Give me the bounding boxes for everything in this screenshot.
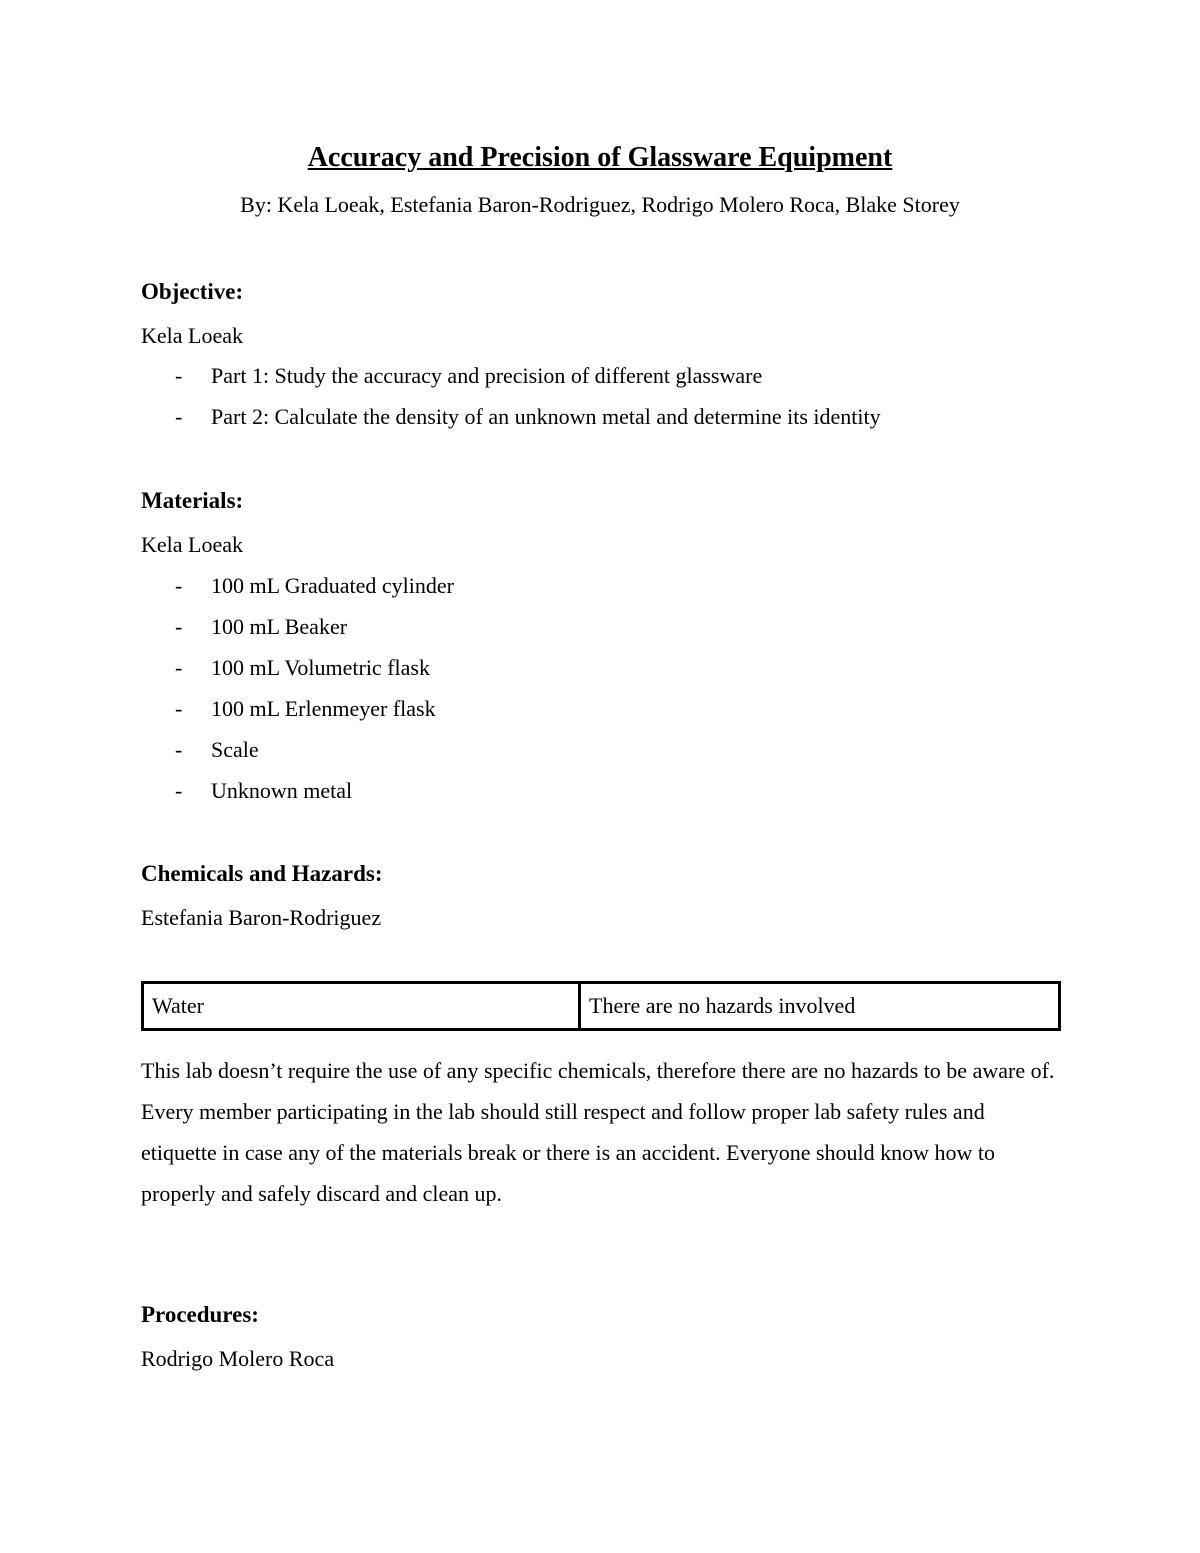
procedures-author: Rodrigo Molero Roca — [141, 1346, 335, 1371]
list-item-text: 100 mL Volumetric flask — [211, 655, 430, 680]
dash-bullet: - — [175, 655, 183, 680]
list-item — [141, 694, 454, 735]
procedures-heading: Procedures: — [141, 1302, 259, 1327]
dash-bullet: - — [175, 778, 183, 803]
list-item — [141, 612, 454, 653]
list-item — [141, 735, 454, 776]
materials-heading: Materials: — [141, 488, 244, 513]
dash-bullet: - — [175, 696, 183, 721]
table-cell-chemical: Water — [143, 983, 580, 1030]
table-row — [143, 983, 1060, 1030]
list-item-text: Unknown metal — [211, 778, 353, 803]
dash-bullet: - — [175, 737, 183, 762]
list-item — [141, 653, 454, 694]
dash-bullet: - — [175, 573, 183, 598]
list-item-text: 100 mL Graduated cylinder — [211, 573, 454, 598]
objective-author: Kela Loeak — [141, 323, 243, 348]
table-cell-hazard: There are no hazards involved — [580, 983, 1060, 1030]
list-item — [141, 571, 454, 612]
objective-list — [141, 361, 881, 443]
dash-bullet: - — [175, 614, 183, 639]
list-item — [141, 402, 881, 443]
list-item-text: Scale — [211, 737, 259, 762]
list-item-text: 100 mL Erlenmeyer flask — [211, 696, 436, 721]
document-authors: By: Kela Loeak, Estefania Baron-Rodriguez, Rodrigo Molero Roca, Blake Storey — [240, 192, 960, 217]
chemicals-author: Estefania Baron-Rodriguez — [141, 905, 382, 930]
list-item — [141, 776, 454, 817]
materials-list — [141, 571, 454, 817]
hazards-table — [141, 981, 1061, 1031]
objective-heading: Objective: — [141, 279, 244, 304]
list-item — [141, 361, 881, 402]
chemicals-heading: Chemicals and Hazards: — [141, 861, 383, 886]
list-item-text: Part 2: Calculate the density of an unknown metal and determine its identity — [211, 404, 881, 429]
list-item-text: Part 1: Study the accuracy and precision of different glassware — [211, 363, 763, 388]
dash-bullet: - — [175, 363, 183, 388]
dash-bullet: - — [175, 404, 183, 429]
hazards-paragraph: This lab doesn’t require the use of any specific chemicals, therefore there are no hazards to be aware of. Every member participating in the lab should still respect and follow proper lab safety rules and etiquette in case any of the materials break or there is an accident. Everyone should know how to properly and safely discard and clean up. — [141, 1058, 1055, 1206]
materials-author: Kela Loeak — [141, 532, 243, 557]
list-item-text: 100 mL Beaker — [211, 614, 348, 639]
document-title: Accuracy and Precision of Glassware Equipment — [307, 142, 893, 173]
